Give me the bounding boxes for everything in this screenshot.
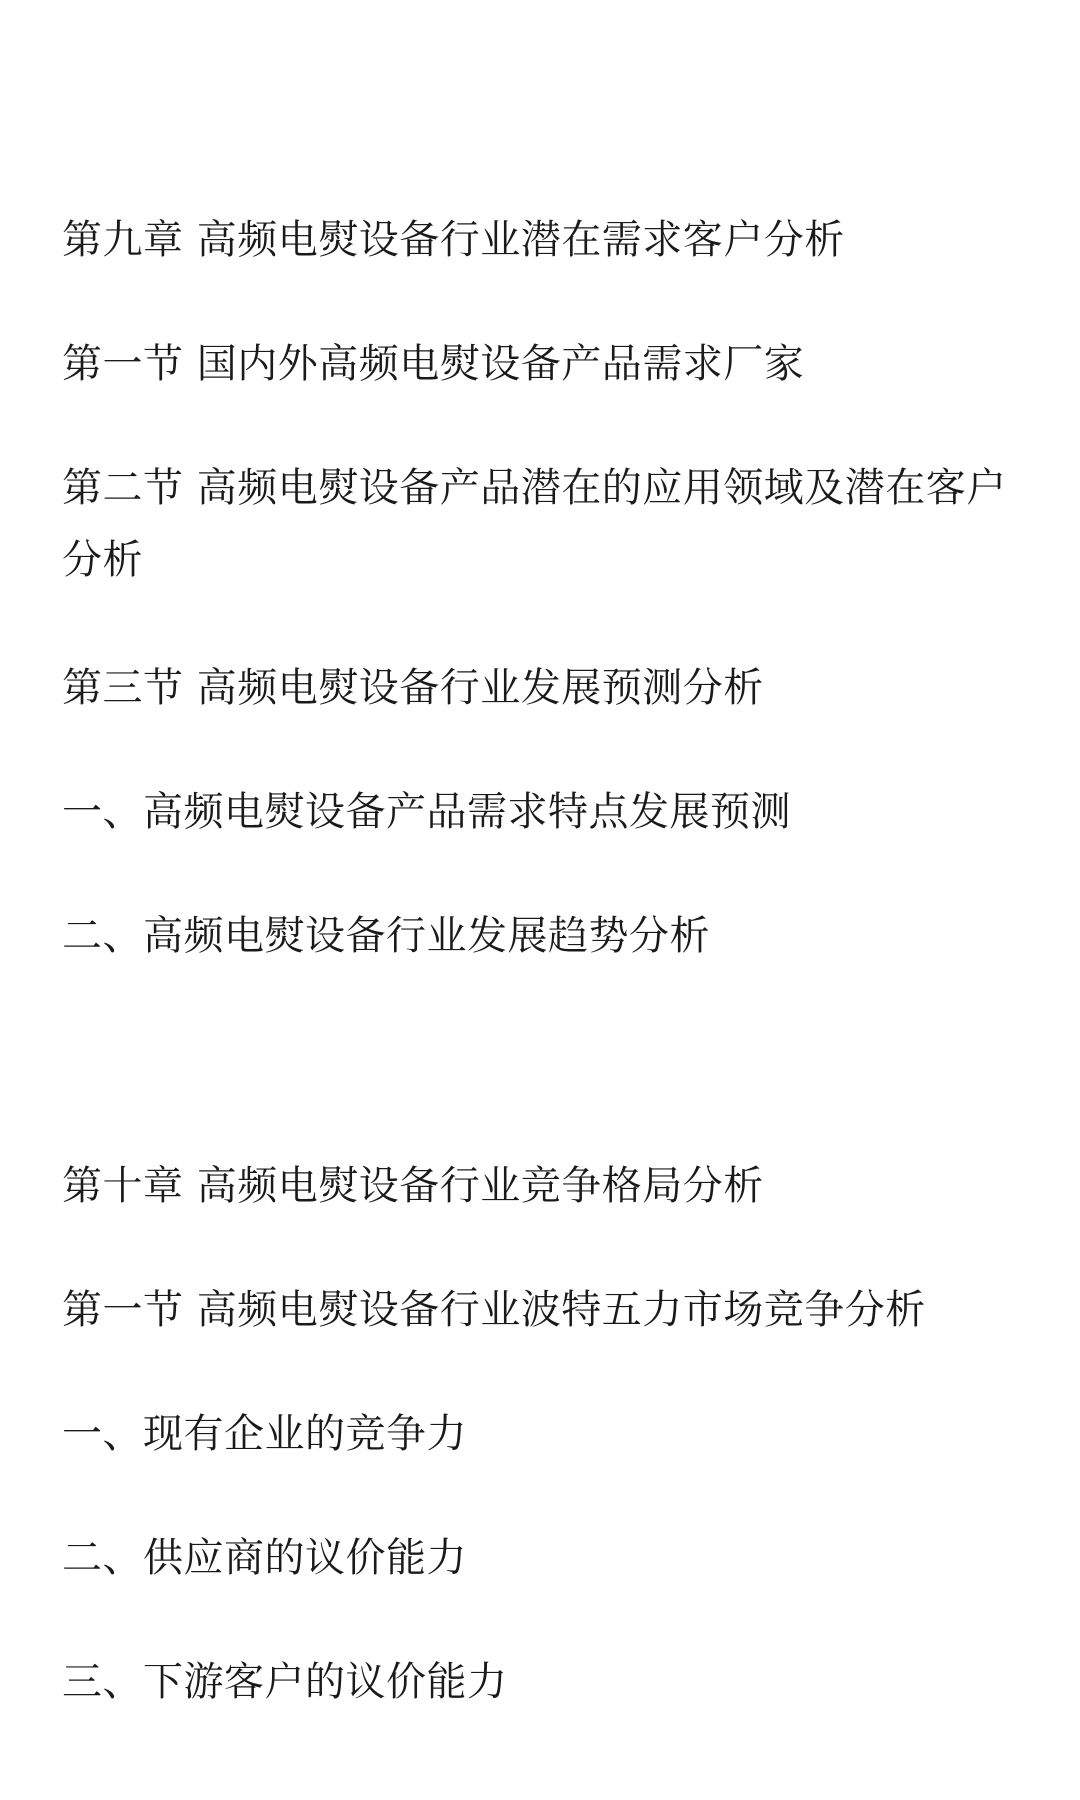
section-heading: 第二节 高频电熨设备产品潜在的应用领域及潜在客户分析 <box>62 465 1007 583</box>
subsection-item: 二、供应商的议价能力 <box>62 1535 467 1581</box>
section-heading: 第一节 高频电熨设备行业波特五力市场竞争分析 <box>62 1287 926 1333</box>
subsection-item: 一、现有企业的竞争力 <box>62 1411 467 1457</box>
section-heading: 第三节 高频电熨设备行业发展预测分析 <box>62 665 764 711</box>
section-heading: 第一节 国内外高频电熨设备产品需求厂家 <box>62 341 805 387</box>
chapter-heading: 第十章 高频电熨设备行业竞争格局分析 <box>62 1163 764 1209</box>
chapter-heading: 第九章 高频电熨设备行业潜在需求客户分析 <box>62 217 845 263</box>
subsection-item: 二、高频电熨设备行业发展趋势分析 <box>62 913 710 959</box>
subsection-item: 一、高频电熨设备产品需求特点发展预测 <box>62 789 791 835</box>
subsection-item: 三、下游客户的议价能力 <box>62 1659 508 1705</box>
